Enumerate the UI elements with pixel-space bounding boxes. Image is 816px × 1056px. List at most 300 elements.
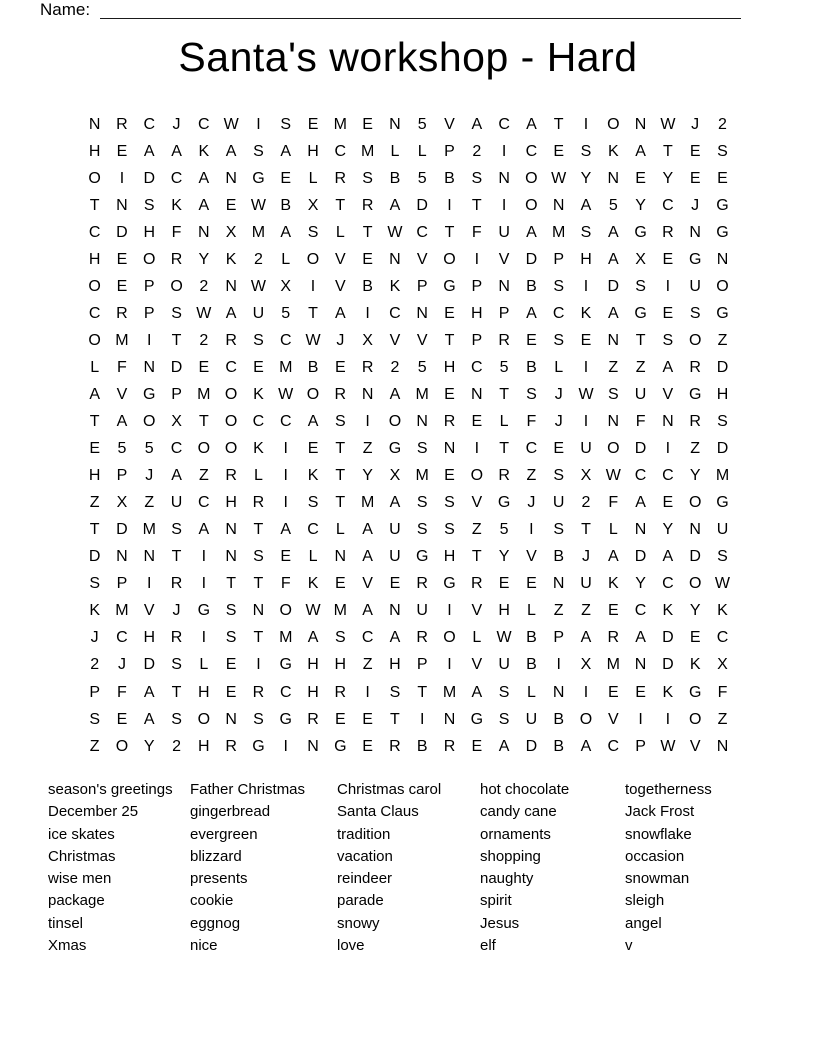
grid-letter: R: [361, 196, 374, 214]
grid-letter: K: [389, 277, 401, 295]
grid-letter: T: [417, 683, 428, 701]
grid-letter: F: [117, 683, 127, 701]
word-list-item: Jack Frost: [625, 803, 695, 821]
grid-letter: T: [335, 196, 346, 214]
grid-letter: C: [88, 223, 101, 241]
grid-letter: T: [171, 331, 182, 349]
grid-letter: X: [171, 413, 182, 431]
grid-letter: H: [198, 737, 210, 755]
grid-letter: I: [474, 250, 480, 268]
grid-letter: P: [471, 331, 483, 349]
grid-letter: G: [688, 683, 702, 701]
grid-letter: O: [688, 331, 702, 349]
puzzle-title: Santa's workshop - Hard: [178, 34, 638, 80]
grid-letter: V: [662, 385, 674, 403]
grid-letter: A: [362, 602, 373, 620]
grid-letter: I: [283, 467, 288, 485]
grid-letter: R: [170, 629, 183, 647]
grid-letter: P: [553, 250, 565, 268]
grid-letter: W: [250, 277, 266, 295]
grid-letter: K: [307, 467, 319, 485]
grid-letter: G: [634, 304, 647, 322]
grid-letter: M: [442, 683, 457, 701]
grid-letter: J: [691, 196, 700, 214]
grid-letter: I: [147, 575, 152, 593]
grid-letter: W: [660, 737, 676, 755]
grid-letter: D: [416, 196, 428, 214]
grid-letter: E: [307, 115, 319, 133]
grid-letter: V: [689, 737, 701, 755]
grid-letter: C: [471, 358, 483, 376]
grid-letter: 2: [90, 656, 100, 674]
grid-letter: E: [362, 737, 373, 755]
grid-letter: O: [525, 196, 538, 214]
grid-letter: S: [362, 169, 373, 187]
grid-letter: A: [635, 142, 646, 160]
grid-letter: K: [253, 385, 264, 403]
grid-letter: A: [280, 142, 292, 160]
grid-letter: B: [389, 169, 401, 187]
word-list-item: v: [625, 937, 633, 955]
grid-letter: U: [716, 521, 729, 539]
grid-letter: O: [388, 413, 402, 431]
grid-letter: G: [716, 494, 729, 512]
grid-letter: N: [225, 169, 237, 187]
grid-letter: N: [116, 196, 128, 214]
grid-letter: O: [688, 710, 702, 728]
grid-letter: E: [334, 358, 346, 376]
grid-letter: M: [115, 602, 129, 620]
grid-letter: L: [90, 358, 100, 376]
grid-letter: H: [443, 548, 456, 566]
grid-letter: R: [252, 683, 265, 701]
grid-letter: P: [553, 629, 565, 647]
word-list-item: blizzard: [190, 847, 242, 865]
grid-letter: N: [334, 548, 347, 566]
word-list-item: presents: [190, 870, 248, 888]
grid-letter: S: [253, 548, 264, 566]
grid-letter: I: [583, 413, 589, 431]
grid-letter: C: [607, 737, 620, 755]
grid-letter: E: [526, 331, 537, 349]
grid-letter: I: [665, 440, 671, 458]
grid-letter: C: [307, 521, 319, 539]
grid-letter: N: [143, 358, 156, 376]
grid-letter: C: [525, 142, 538, 160]
grid-letter: 2: [390, 358, 400, 376]
word-list-item: Jesus: [480, 914, 520, 932]
grid-letter: O: [470, 467, 484, 485]
grid-letter: F: [526, 413, 537, 431]
grid-letter: N: [443, 440, 456, 458]
grid-letter: G: [497, 494, 511, 512]
grid-letter: Y: [662, 521, 674, 539]
grid-letter: N: [116, 548, 128, 566]
grid-letter: S: [553, 277, 565, 295]
word-list-item: naughty: [480, 870, 534, 888]
grid-letter: C: [198, 115, 210, 133]
grid-letter: D: [662, 656, 674, 674]
grid-letter: T: [471, 548, 482, 566]
grid-letter: A: [471, 115, 483, 133]
grid-letter: N: [607, 413, 620, 431]
grid-letter: E: [116, 142, 128, 160]
grid-letter: M: [415, 467, 429, 485]
grid-letter: W: [605, 467, 621, 485]
grid-letter: L: [608, 521, 618, 539]
grid-letter: N: [198, 223, 210, 241]
grid-letter: X: [362, 331, 373, 349]
word-list-item: gingerbread: [190, 803, 271, 821]
grid-letter: G: [688, 250, 702, 268]
grid-letter: O: [224, 440, 238, 458]
grid-letter: H: [334, 656, 347, 674]
grid-letter: S: [717, 142, 728, 160]
grid-letter: E: [334, 710, 346, 728]
grid-letter: C: [198, 494, 210, 512]
grid-letter: M: [415, 385, 429, 403]
grid-letter: Z: [581, 602, 591, 620]
grid-letter: O: [607, 440, 620, 458]
grid-letter: T: [444, 331, 455, 349]
grid-letter: Z: [690, 440, 701, 458]
grid-letter: E: [526, 575, 537, 593]
grid-letter: E: [362, 710, 373, 728]
grid-letter: H: [88, 250, 101, 268]
grid-letter: A: [662, 358, 674, 376]
grid-letter: E: [444, 467, 455, 485]
word-list-item: snowy: [337, 914, 380, 932]
grid-letter: G: [716, 223, 729, 241]
grid-letter: E: [553, 142, 565, 160]
grid-letter: Z: [362, 656, 373, 674]
grid-letter: V: [498, 250, 510, 268]
grid-letter: B: [526, 629, 537, 647]
word-list-item: love: [337, 937, 365, 955]
grid-letter: B: [280, 196, 292, 214]
grid-letter: E: [334, 575, 346, 593]
grid-letter: W: [196, 304, 212, 322]
grid-letter: B: [362, 277, 373, 295]
grid-letter: E: [253, 358, 264, 376]
grid-letter: C: [552, 304, 565, 322]
grid-letter: M: [360, 494, 375, 512]
word-list-item: Xmas: [48, 937, 87, 955]
grid-letter: E: [580, 331, 592, 349]
grid-letter: D: [662, 629, 674, 647]
grid-letter: O: [306, 385, 320, 403]
grid-letter: E: [362, 250, 373, 268]
grid-letter: E: [607, 602, 619, 620]
grid-letter: N: [361, 385, 374, 403]
grid-letter: N: [634, 115, 647, 133]
grid-letter: A: [526, 115, 537, 133]
grid-letter: E: [280, 548, 292, 566]
grid-letter: S: [143, 196, 155, 214]
grid-letter: I: [365, 683, 370, 701]
grid-letter: 5: [144, 440, 154, 458]
grid-letter: P: [116, 575, 128, 593]
grid-letter: Z: [717, 331, 728, 349]
grid-letter: R: [334, 683, 347, 701]
grid-letter: T: [335, 494, 346, 512]
grid-letter: Z: [362, 440, 373, 458]
grid-letter: A: [635, 629, 646, 647]
grid-letter: C: [170, 440, 183, 458]
grid-letter: O: [688, 494, 702, 512]
grid-letter: C: [279, 413, 292, 431]
grid-letter: K: [607, 575, 619, 593]
grid-letter: C: [88, 304, 101, 322]
grid-letter: R: [334, 169, 347, 187]
grid-letter: E: [116, 277, 128, 295]
grid-letter: D: [88, 548, 101, 566]
word-list-item: package: [48, 892, 105, 910]
grid-letter: R: [607, 629, 620, 647]
grid-letter: B: [553, 548, 565, 566]
grid-letter: J: [117, 656, 126, 674]
grid-letter: U: [389, 521, 401, 539]
grid-letter: G: [688, 385, 702, 403]
grid-letter: C: [279, 331, 292, 349]
grid-letter: C: [662, 196, 674, 214]
grid-letter: Y: [198, 250, 210, 268]
grid-letter: I: [365, 413, 370, 431]
grid-letter: I: [283, 440, 288, 458]
grid-letter: T: [198, 413, 209, 431]
grid-letter: A: [334, 304, 346, 322]
grid-letter: I: [310, 277, 316, 295]
grid-letter: K: [225, 250, 237, 268]
grid-letter: C: [498, 115, 510, 133]
grid-letter: J: [527, 494, 536, 512]
grid-letter: U: [252, 304, 265, 322]
grid-letter: Z: [635, 358, 646, 376]
grid-letter: I: [365, 304, 370, 322]
grid-letter: L: [526, 683, 536, 701]
grid-letter: C: [389, 304, 401, 322]
grid-letter: N: [225, 710, 237, 728]
grid-letter: Z: [89, 494, 100, 512]
grid-letter: T: [89, 196, 100, 214]
grid-letter: S: [334, 413, 346, 431]
grid-letter: L: [472, 629, 482, 647]
word-list-item: cookie: [190, 892, 234, 910]
grid-letter: D: [170, 358, 183, 376]
grid-letter: P: [416, 656, 428, 674]
grid-letter: N: [389, 250, 401, 268]
word-list-item: tinsel: [48, 914, 84, 932]
grid-letter: R: [334, 385, 347, 403]
grid-letter: O: [115, 737, 129, 755]
grid-letter: N: [143, 548, 156, 566]
grid-letter: Y: [580, 169, 592, 187]
grid-letter: N: [307, 737, 319, 755]
grid-letter: I: [583, 115, 589, 133]
grid-letter: I: [583, 683, 589, 701]
grid-letter: E: [607, 683, 619, 701]
grid-letter: A: [225, 142, 237, 160]
grid-letter: J: [145, 467, 154, 485]
grid-letter: R: [416, 575, 428, 593]
grid-letter: E: [116, 710, 128, 728]
grid-letter: O: [279, 602, 292, 620]
grid-letter: Z: [608, 358, 619, 376]
grid-letter: R: [443, 413, 456, 431]
grid-letter: O: [88, 331, 101, 349]
grid-letter: C: [634, 602, 647, 620]
grid-letter: U: [416, 602, 428, 620]
grid-letter: S: [171, 710, 182, 728]
grid-letter: A: [225, 304, 237, 322]
grid-letter: R: [170, 575, 183, 593]
grid-letter: X: [389, 467, 401, 485]
name-fill-line[interactable]: [100, 1, 741, 19]
grid-letter: G: [634, 223, 647, 241]
grid-letter: 5: [608, 196, 618, 214]
grid-letter: T: [471, 196, 482, 214]
grid-letter: R: [689, 413, 701, 431]
grid-letter: A: [280, 521, 292, 539]
grid-letter: Z: [144, 494, 155, 512]
grid-letter: A: [389, 385, 401, 403]
grid-letter: H: [307, 656, 319, 674]
grid-letter: 2: [199, 331, 209, 349]
grid-letter: K: [307, 575, 319, 593]
grid-letter: A: [143, 142, 155, 160]
word-list-item: candy cane: [480, 803, 557, 821]
grid-letter: P: [444, 142, 455, 160]
grid-letter: K: [580, 304, 592, 322]
grid-letter: I: [665, 710, 671, 728]
grid-letter: A: [116, 413, 128, 431]
grid-letter: T: [499, 385, 509, 403]
word-list-item: togetherness: [625, 781, 712, 798]
grid-letter: V: [471, 602, 483, 620]
grid-letter: V: [334, 277, 346, 295]
grid-letter: B: [553, 710, 565, 728]
grid-letter: W: [660, 115, 676, 133]
grid-letter: E: [689, 142, 701, 160]
grid-letter: V: [334, 250, 346, 268]
grid-letter: O: [443, 629, 456, 647]
grid-letter: A: [171, 467, 182, 485]
grid-letter: N: [716, 737, 729, 755]
grid-letter: M: [715, 467, 730, 485]
grid-letter: G: [470, 710, 484, 728]
grid-letter: M: [279, 358, 293, 376]
grid-letter: B: [307, 358, 319, 376]
grid-letter: D: [116, 223, 128, 241]
grid-letter: I: [147, 331, 152, 349]
grid-letter: C: [416, 223, 428, 241]
grid-letter: Z: [553, 602, 564, 620]
grid-letter: Y: [498, 548, 510, 566]
grid-letter: V: [471, 494, 483, 512]
grid-letter: A: [143, 683, 155, 701]
grid-letter: R: [689, 358, 701, 376]
grid-letter: I: [665, 277, 671, 295]
grid-letter: D: [634, 440, 647, 458]
grid-letter: F: [280, 575, 291, 593]
word-list-column: [48, 779, 190, 957]
grid-letter: Y: [662, 169, 674, 187]
grid-letter: E: [444, 304, 455, 322]
grid-letter: H: [88, 467, 101, 485]
grid-letter: T: [635, 331, 646, 349]
grid-letter: U: [525, 710, 538, 728]
grid-letter: I: [583, 277, 589, 295]
grid-letter: V: [389, 331, 401, 349]
grid-letter: A: [198, 169, 210, 187]
grid-letter: C: [662, 467, 674, 485]
grid-letter: N: [389, 602, 401, 620]
grid-letter: G: [716, 304, 729, 322]
grid-letter: A: [662, 548, 674, 566]
word-list-item: Santa Claus: [337, 803, 419, 821]
grid-letter: P: [143, 277, 155, 295]
grid-letter: T: [308, 304, 318, 322]
grid-letter: I: [556, 656, 561, 674]
grid-letter: U: [498, 656, 510, 674]
grid-letter: A: [580, 737, 592, 755]
grid-letter: O: [579, 710, 593, 728]
grid-letter: I: [447, 602, 452, 620]
grid-letter: S: [225, 602, 237, 620]
grid-letter: R: [361, 358, 374, 376]
grid-letter: A: [307, 629, 319, 647]
grid-letter: S: [171, 304, 182, 322]
grid-letter: S: [389, 683, 401, 701]
grid-letter: H: [471, 304, 483, 322]
grid-letter: F: [717, 683, 728, 701]
grid-letter: 5: [499, 521, 509, 539]
grid-letter: S: [689, 304, 701, 322]
grid-letter: S: [717, 548, 728, 566]
grid-letter: H: [443, 358, 456, 376]
grid-letter: U: [580, 440, 592, 458]
grid-letter: N: [471, 385, 483, 403]
grid-letter: S: [471, 169, 483, 187]
grid-letter: S: [580, 142, 592, 160]
grid-letter: D: [716, 358, 729, 376]
grid-letter: E: [198, 358, 210, 376]
grid-letter: T: [553, 115, 564, 133]
grid-letter: V: [416, 331, 428, 349]
grid-letter: E: [689, 169, 701, 187]
grid-letter: S: [498, 683, 510, 701]
grid-letter: B: [526, 277, 537, 295]
grid-letter: O: [88, 277, 101, 295]
grid-letter: S: [307, 223, 319, 241]
grid-letter: R: [225, 467, 237, 485]
grid-letter: R: [498, 467, 510, 485]
grid-letter: U: [634, 385, 647, 403]
grid-letter: C: [361, 629, 374, 647]
grid-letter: P: [471, 277, 483, 295]
grid-letter: E: [717, 169, 728, 187]
grid-letter: U: [389, 548, 401, 566]
word-list-item: Christmas carol: [337, 781, 442, 798]
grid-letter: D: [689, 548, 701, 566]
grid-letter: C: [334, 142, 347, 160]
word-list-column: [625, 779, 712, 957]
grid-letter: A: [635, 494, 646, 512]
grid-letter: 5: [117, 440, 127, 458]
grid-letter: 5: [417, 169, 427, 187]
grid-letter: R: [443, 737, 456, 755]
word-list-column: [480, 779, 625, 957]
